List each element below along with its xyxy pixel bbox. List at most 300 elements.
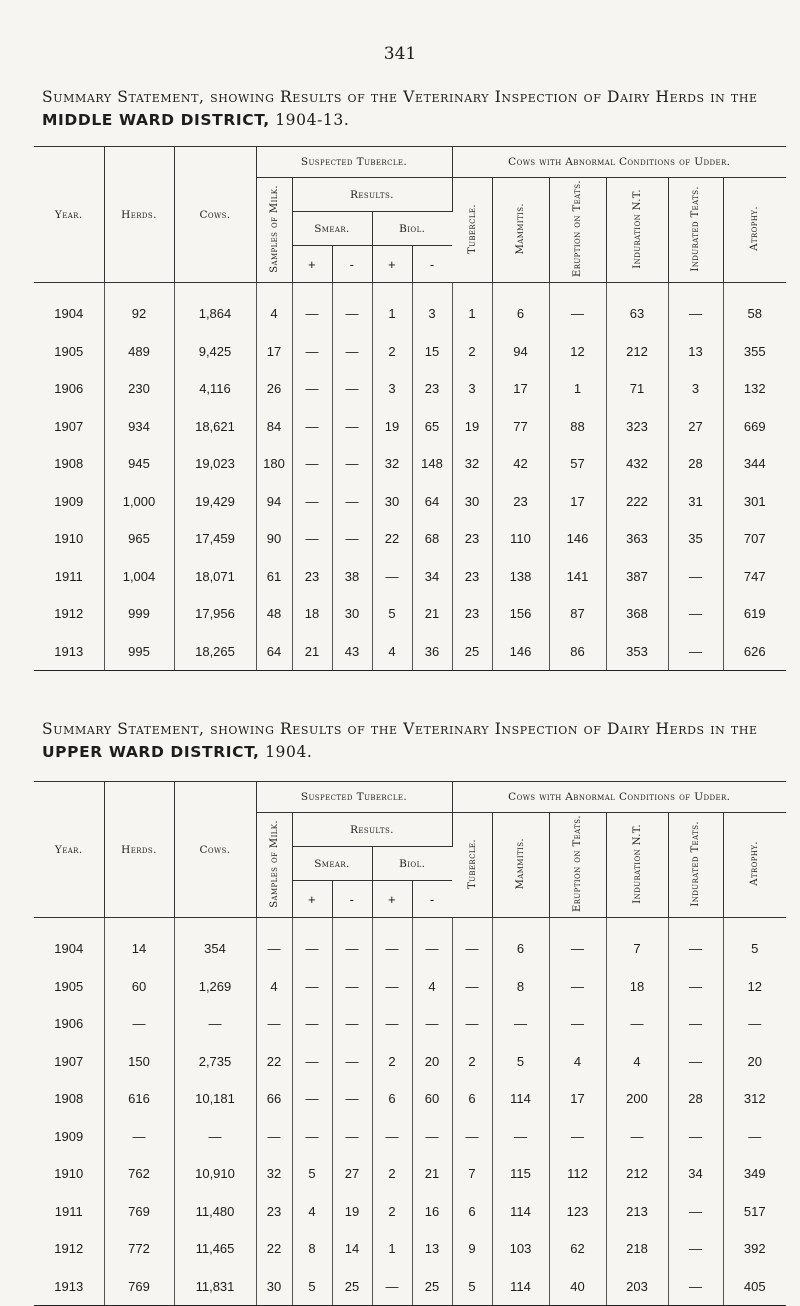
cell-tubercle: 23	[452, 558, 492, 596]
cell-smear-minus: —	[332, 968, 372, 1006]
cell-induration: 213	[606, 1193, 668, 1231]
cell-biol-minus: 34	[412, 558, 452, 596]
cell-induration: —	[606, 1005, 668, 1043]
cell-atrophy: 12	[747, 978, 763, 994]
cell-herds: 1,000	[104, 483, 174, 521]
cell-atrophy: 312	[743, 1091, 766, 1107]
cell-indurated-teats: —	[668, 283, 723, 333]
cell-indurated-teats: 3	[668, 370, 723, 408]
cell-atrophy: 301	[743, 493, 766, 509]
years-range: 1904-13.	[275, 111, 350, 129]
cell-year: 1904	[34, 283, 104, 333]
cell-biol-minus: 3	[412, 283, 452, 333]
col-year: Year.	[34, 147, 104, 283]
cell-cows: 11,480	[174, 1193, 256, 1231]
col-induration: Induration N.T.	[606, 813, 668, 918]
col-tubercle: Tubercle.	[452, 178, 492, 283]
cell-indurated-teats: —	[668, 1043, 723, 1081]
cell-induration: 353	[606, 633, 668, 671]
cell-biol-minus: 65	[412, 408, 452, 446]
cell-cows: 18,621	[174, 408, 256, 446]
cell-mammitis: 115	[492, 1155, 549, 1193]
cell-herds: 762	[104, 1155, 174, 1193]
cell-cows: 17,956	[174, 595, 256, 633]
cell-tubercle: 3	[452, 370, 492, 408]
cell-year: 1908	[34, 445, 104, 483]
cell-eruption: 86	[549, 633, 606, 671]
district-name: UPPER WARD DISTRICT,	[42, 743, 260, 761]
table-row	[34, 1043, 786, 1081]
col-samples-of-milk: Samples of Milk.	[256, 178, 292, 283]
cell-smear-plus: 21	[292, 633, 332, 671]
cell-indurated-teats: 35	[668, 520, 723, 558]
cell-biol-plus: 19	[372, 408, 412, 446]
cell-biol-minus: 60	[412, 1080, 452, 1118]
district-name: MIDDLE WARD DISTRICT,	[42, 111, 270, 129]
cell-biol-plus: 22	[372, 520, 412, 558]
cell-tubercle: 32	[452, 445, 492, 483]
cell-mammitis: 94	[492, 333, 549, 371]
cell-herds: 945	[104, 445, 174, 483]
cell-tubercle: —	[452, 968, 492, 1006]
cell-mammitis: 42	[492, 445, 549, 483]
cell-samples: 64	[256, 633, 292, 671]
cell-indurated-teats: —	[668, 595, 723, 633]
cell-atrophy: 392	[743, 1241, 766, 1257]
cell-smear-minus: —	[332, 333, 372, 371]
cell-biol-plus: 5	[372, 595, 412, 633]
cell-herds: 489	[104, 333, 174, 371]
group-abnormal-udder: Cows with Abnormal Conditions of Udder.	[452, 147, 786, 178]
cell-year: 1911	[34, 558, 104, 596]
cell-eruption: 88	[549, 408, 606, 446]
cell-eruption: 1	[549, 370, 606, 408]
col-biol-plus: +	[372, 246, 412, 283]
cell-atrophy: 619	[743, 606, 766, 622]
table-row	[34, 370, 786, 408]
cell-eruption: 87	[549, 595, 606, 633]
cell-atrophy: 626	[723, 633, 786, 671]
cell-mammitis: 8	[492, 968, 549, 1006]
cell-atrophy: 20	[747, 1053, 763, 1069]
cell-induration: 71	[606, 370, 668, 408]
cell-smear-minus: —	[332, 445, 372, 483]
cell-tubercle: 9	[452, 1230, 492, 1268]
cell-cows: —	[174, 1005, 256, 1043]
group-biol: Biol.	[372, 847, 452, 881]
col-mammitis: Mammitis.	[492, 178, 549, 283]
cell-samples: —	[256, 1118, 292, 1156]
cell-indurated-teats: —	[668, 1193, 723, 1231]
cell-smear-minus: —	[332, 1005, 372, 1043]
cell-mammitis: 114	[492, 1268, 549, 1306]
cell-atrophy: 517	[743, 1203, 766, 1219]
cell-induration: 363	[606, 520, 668, 558]
cell-smear-minus: —	[332, 283, 372, 333]
cell-smear-minus: —	[332, 1080, 372, 1118]
cell-eruption: —	[549, 968, 606, 1006]
cell-mammitis: 110	[492, 520, 549, 558]
cell-induration: 432	[606, 445, 668, 483]
cell-cows: 4,116	[174, 370, 256, 408]
cell-cows: 2,735	[174, 1043, 256, 1081]
cell-biol-plus: 2	[372, 1193, 412, 1231]
cell-herds: 999	[104, 595, 174, 633]
cell-herds: 934	[104, 408, 174, 446]
cell-smear-minus: 19	[332, 1193, 372, 1231]
cell-induration: 212	[606, 333, 668, 371]
col-eruption-on-teats: Eruption on Teats.	[549, 178, 606, 283]
cell-year: 1907	[34, 408, 104, 446]
cell-smear-minus: —	[332, 918, 372, 968]
cell-biol-plus: 1	[372, 1230, 412, 1268]
cell-biol-plus: —	[372, 558, 412, 596]
cell-year: 1904	[34, 918, 104, 968]
cell-smear-minus: 14	[332, 1230, 372, 1268]
cell-tubercle: 6	[452, 1193, 492, 1231]
cell-samples: —	[256, 918, 292, 968]
cell-mammitis: 6	[492, 283, 549, 333]
col-atrophy: Atrophy.	[723, 178, 786, 283]
cell-indurated-teats: —	[668, 1230, 723, 1268]
cell-cows: 19,023	[174, 445, 256, 483]
cell-smear-plus: —	[292, 968, 332, 1006]
cell-biol-minus: 16	[412, 1193, 452, 1231]
cell-smear-minus: —	[332, 483, 372, 521]
title-prefix: Summary Statement, showing Results of the Veterinary Inspection of Dairy Herds in the	[42, 720, 758, 738]
col-indurated-teats: Indurated Teats.	[668, 813, 723, 918]
cell-herds: 616	[104, 1080, 174, 1118]
cell-year: 1913	[34, 633, 104, 671]
cell-cows: 9,425	[174, 333, 256, 371]
table-row	[34, 333, 786, 371]
table-row	[34, 283, 786, 333]
cell-mammitis: 103	[492, 1230, 549, 1268]
cell-year: 1909	[34, 1118, 104, 1156]
cell-year: 1905	[34, 968, 104, 1006]
cell-eruption: 146	[549, 520, 606, 558]
group-abnormal-udder: Cows with Abnormal Conditions of Udder.	[452, 782, 786, 813]
cell-induration: 323	[606, 408, 668, 446]
cell-samples: 22	[256, 1043, 292, 1081]
group-suspected-tubercle: Suspected Tubercle.	[256, 147, 452, 178]
cell-smear-plus: —	[292, 370, 332, 408]
cell-smear-plus: —	[292, 1080, 332, 1118]
cell-samples: 94	[256, 483, 292, 521]
col-herds: Herds.	[104, 147, 174, 283]
cell-year: 1906	[34, 370, 104, 408]
cell-biol-minus: —	[412, 1005, 452, 1043]
cell-tubercle: 30	[452, 483, 492, 521]
cell-tubercle: 19	[452, 408, 492, 446]
col-smear-minus: -	[332, 881, 372, 918]
cell-induration: —	[606, 1118, 668, 1156]
cell-samples: 90	[256, 520, 292, 558]
cell-smear-minus: 43	[332, 633, 372, 671]
cell-mammitis: 23	[492, 483, 549, 521]
cell-tubercle: 6	[452, 1080, 492, 1118]
cell-cows: 354	[174, 918, 256, 968]
cell-tubercle: 23	[452, 595, 492, 633]
cell-samples: 22	[256, 1230, 292, 1268]
cell-eruption: 62	[549, 1230, 606, 1268]
cell-cows: 11,831	[174, 1268, 256, 1306]
cell-biol-minus: 25	[412, 1268, 452, 1306]
cell-biol-minus: 13	[412, 1230, 452, 1268]
cell-biol-plus: 2	[372, 333, 412, 371]
table-row	[34, 1193, 786, 1231]
cell-mammitis: 17	[492, 370, 549, 408]
cell-year: 1905	[34, 333, 104, 371]
group-results: Results.	[292, 813, 452, 847]
cell-atrophy: 349	[743, 1166, 766, 1182]
col-atrophy: Atrophy.	[723, 813, 786, 918]
cell-indurated-teats: 28	[668, 445, 723, 483]
cell-biol-plus: —	[372, 1005, 412, 1043]
upper-ward-table	[34, 781, 786, 1306]
group-suspected-tubercle: Suspected Tubercle.	[256, 782, 452, 813]
cell-smear-plus: —	[292, 520, 332, 558]
cell-atrophy: 132	[743, 381, 766, 397]
cell-biol-plus: —	[372, 918, 412, 968]
cell-induration: 222	[606, 483, 668, 521]
cell-herds: 14	[104, 918, 174, 968]
cell-herds: 772	[104, 1230, 174, 1268]
table-row	[34, 595, 786, 633]
col-biol-minus: -	[412, 246, 452, 283]
cell-smear-plus: 8	[292, 1230, 332, 1268]
cell-eruption: 57	[549, 445, 606, 483]
cell-biol-minus: 21	[412, 595, 452, 633]
col-induration: Induration N.T.	[606, 178, 668, 283]
cell-eruption: 4	[549, 1043, 606, 1081]
col-samples-of-milk: Samples of Milk.	[256, 813, 292, 918]
cell-samples: 17	[256, 333, 292, 371]
upper-ward-title	[42, 718, 782, 764]
cell-eruption: —	[549, 918, 606, 968]
cell-smear-minus: 30	[332, 595, 372, 633]
cell-smear-plus: —	[292, 1118, 332, 1156]
cell-samples: 23	[256, 1193, 292, 1231]
cell-indurated-teats: 34	[668, 1155, 723, 1193]
cell-atrophy: 405	[723, 1268, 786, 1306]
cell-biol-minus: —	[412, 918, 452, 968]
cell-year: 1913	[34, 1268, 104, 1306]
cell-samples: 32	[256, 1155, 292, 1193]
cell-eruption: 141	[549, 558, 606, 596]
cell-tubercle: 25	[452, 633, 492, 671]
cell-eruption: 123	[549, 1193, 606, 1231]
cell-tubercle: —	[452, 918, 492, 968]
cell-year: 1911	[34, 1193, 104, 1231]
cell-biol-minus: 68	[412, 520, 452, 558]
table-row	[34, 1118, 786, 1156]
cell-mammitis: 114	[492, 1080, 549, 1118]
cell-samples: 48	[256, 595, 292, 633]
cell-year: 1912	[34, 595, 104, 633]
cell-cows: 1,269	[174, 968, 256, 1006]
cell-year: 1910	[34, 1155, 104, 1193]
cell-eruption: —	[549, 283, 606, 333]
cell-year: 1912	[34, 1230, 104, 1268]
cell-eruption: —	[549, 1005, 606, 1043]
cell-smear-plus: —	[292, 483, 332, 521]
cell-samples: 66	[256, 1080, 292, 1118]
cell-atrophy: —	[748, 1016, 762, 1032]
cell-tubercle: 5	[452, 1268, 492, 1306]
cell-eruption: 17	[549, 1080, 606, 1118]
cell-indurated-teats: —	[668, 1268, 723, 1306]
cell-biol-plus: 3	[372, 370, 412, 408]
cell-cows: 10,181	[174, 1080, 256, 1118]
col-indurated-teats: Indurated Teats.	[668, 178, 723, 283]
cell-smear-plus: —	[292, 1043, 332, 1081]
cell-biol-plus: 2	[372, 1155, 412, 1193]
middle-ward-title	[42, 86, 782, 132]
cell-smear-plus: —	[292, 408, 332, 446]
cell-induration: 203	[606, 1268, 668, 1306]
cell-mammitis: 114	[492, 1193, 549, 1231]
cell-biol-minus: 148	[412, 445, 452, 483]
cell-smear-minus: —	[332, 370, 372, 408]
cell-herds: 769	[104, 1193, 174, 1231]
cell-atrophy: 669	[743, 418, 766, 434]
cell-cows: 18,265	[174, 633, 256, 671]
group-results: Results.	[292, 178, 452, 212]
cell-mammitis: —	[492, 1005, 549, 1043]
cell-samples: 61	[256, 558, 292, 596]
table-row	[34, 408, 786, 446]
cell-induration: 387	[606, 558, 668, 596]
cell-smear-plus: —	[292, 1005, 332, 1043]
cell-year: 1910	[34, 520, 104, 558]
cell-cows: —	[174, 1118, 256, 1156]
cell-indurated-teats: —	[668, 1118, 723, 1156]
cell-smear-minus: —	[332, 1118, 372, 1156]
cell-tubercle: 2	[452, 1043, 492, 1081]
cell-induration: 212	[606, 1155, 668, 1193]
cell-biol-minus: 4	[412, 968, 452, 1006]
cell-mammitis: 138	[492, 558, 549, 596]
col-biol-minus: -	[412, 881, 452, 918]
table-row	[34, 1155, 786, 1193]
col-smear-plus: +	[292, 246, 332, 283]
col-tubercle: Tubercle.	[452, 813, 492, 918]
cell-herds: 995	[104, 633, 174, 671]
col-biol-plus: +	[372, 881, 412, 918]
cell-year: 1908	[34, 1080, 104, 1118]
cell-indurated-teats: 31	[668, 483, 723, 521]
cell-indurated-teats: —	[668, 633, 723, 671]
cell-herds: 150	[104, 1043, 174, 1081]
cell-year: 1906	[34, 1005, 104, 1043]
cell-herds: 965	[104, 520, 174, 558]
cell-smear-plus: —	[292, 283, 332, 333]
cell-herds: 92	[104, 283, 174, 333]
years-range: 1904.	[265, 743, 313, 761]
cell-indurated-teats: 28	[668, 1080, 723, 1118]
cell-samples: 84	[256, 408, 292, 446]
cell-eruption: —	[549, 1118, 606, 1156]
cell-smear-plus: —	[292, 918, 332, 968]
cell-samples: 4	[256, 968, 292, 1006]
cell-smear-minus: —	[332, 408, 372, 446]
cell-mammitis: —	[492, 1118, 549, 1156]
cell-mammitis: 77	[492, 408, 549, 446]
cell-smear-plus: 4	[292, 1193, 332, 1231]
table-row	[34, 1080, 786, 1118]
cell-eruption: 12	[549, 333, 606, 371]
cell-smear-minus: 25	[332, 1268, 372, 1306]
col-cows: Cows.	[174, 782, 256, 918]
cell-smear-minus: 27	[332, 1155, 372, 1193]
cell-induration: 63	[606, 283, 668, 333]
cell-tubercle: 2	[452, 333, 492, 371]
cell-tubercle: 7	[452, 1155, 492, 1193]
col-mammitis: Mammitis.	[492, 813, 549, 918]
cell-cows: 19,429	[174, 483, 256, 521]
col-smear-minus: -	[332, 246, 372, 283]
cell-induration: 7	[606, 918, 668, 968]
cell-atrophy: 707	[743, 531, 766, 547]
cell-mammitis: 146	[492, 633, 549, 671]
table-row	[34, 483, 786, 521]
cell-atrophy: 344	[743, 456, 766, 472]
cell-induration: 4	[606, 1043, 668, 1081]
cell-herds: 769	[104, 1268, 174, 1306]
cell-cows: 10,910	[174, 1155, 256, 1193]
cell-year: 1909	[34, 483, 104, 521]
cell-indurated-teats: 27	[668, 408, 723, 446]
cell-smear-plus: —	[292, 333, 332, 371]
cell-biol-plus: —	[372, 1268, 412, 1306]
cell-herds: 230	[104, 370, 174, 408]
cell-eruption: 40	[549, 1268, 606, 1306]
table-row	[34, 445, 786, 483]
cell-atrophy: 5	[751, 941, 759, 957]
cell-biol-minus: 64	[412, 483, 452, 521]
cell-biol-plus: 2	[372, 1043, 412, 1081]
cell-biol-minus: 23	[412, 370, 452, 408]
cell-smear-minus: —	[332, 1043, 372, 1081]
cell-smear-plus: 5	[292, 1268, 332, 1306]
cell-mammitis: 6	[492, 918, 549, 968]
title-prefix: Summary Statement, showing Results of the Veterinary Inspection of Dairy Herds in the	[42, 88, 758, 106]
cell-induration: 18	[606, 968, 668, 1006]
cell-biol-minus: —	[412, 1118, 452, 1156]
cell-smear-plus: 5	[292, 1155, 332, 1193]
cell-indurated-teats: —	[668, 918, 723, 968]
cell-biol-plus: 30	[372, 483, 412, 521]
cell-atrophy: 747	[743, 568, 766, 584]
col-cows: Cows.	[174, 147, 256, 283]
cell-indurated-teats: —	[668, 968, 723, 1006]
cell-biol-minus: 20	[412, 1043, 452, 1081]
group-smear: Smear.	[292, 847, 372, 881]
cell-tubercle: 23	[452, 520, 492, 558]
cell-indurated-teats: —	[668, 558, 723, 596]
cell-mammitis: 5	[492, 1043, 549, 1081]
cell-samples: 4	[256, 283, 292, 333]
cell-samples: 26	[256, 370, 292, 408]
col-year: Year.	[34, 782, 104, 918]
cell-biol-plus: 4	[372, 633, 412, 671]
page-number: 341	[383, 44, 417, 64]
cell-herds: 1,004	[104, 558, 174, 596]
cell-smear-minus: 38	[332, 558, 372, 596]
cell-herds: —	[104, 1118, 174, 1156]
col-smear-plus: +	[292, 881, 332, 918]
